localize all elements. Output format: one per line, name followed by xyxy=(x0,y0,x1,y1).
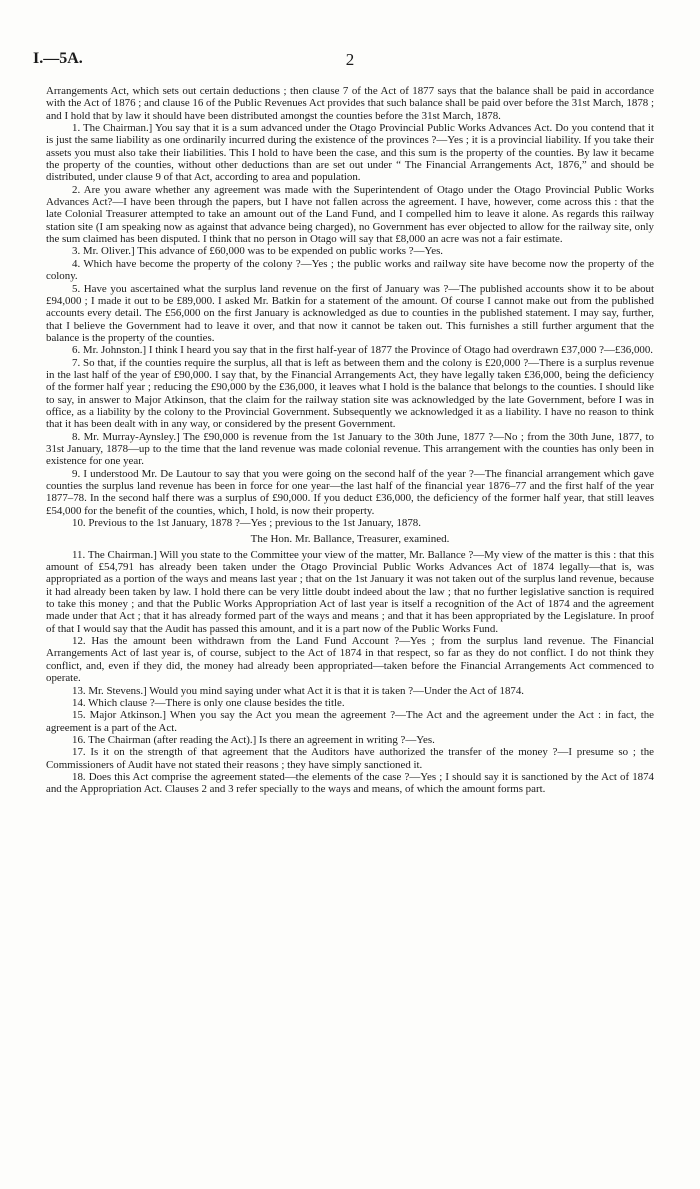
paragraph: 5. Have you ascertained what the surplus land revenue on the first of January was ?—The published accounts show it to be about £94,000 ; I made it out to be £89,000. I asked Mr. Batkin for a statement of the amount. Of course I cannot make out from the published accounts every detail. The £56,000 on the first January is acknowledged as due to counties in the published statement. I may say, further, that I believe the Government had to leave it over, and that now it cannot be taken out. This furnishes a still further argument that the balance is the property of the counties. xyxy=(46,282,654,344)
paragraph: 14. Which clause ?—There is only one clause besides the title. xyxy=(72,696,345,709)
paragraph: 11. The Chairman.] Will you state to the Committee your view of the matter, Mr. Ballance ?—My view of the matter is this : that this amount of £54,791 has already been taken under the Otago Provincial Public Works Advances Act of 1874 legally—that is, was appropriated as a portion of the ways and means last year ; that on the 1st January it was not taken out of the surplus land revenue, because it had already been taken by law. I hold there can be very little doubt indeed about the law ; that no further legislative sanction is required to take this money ; and that the Public Works Appropriation Act of last year is itself a recognition of the Act of 1874 and the agreement made under that Act ; that it has already formed part of the ways and means ; and that it has been appropriated by the Legislature. In proof of that I would say that the Audit has passed this amount, and it is a part now of the Public Works Fund. xyxy=(46,548,654,635)
paragraph: 7. So that, if the counties require the surplus, all that is left as between them and the colony is £20,000 ?—There is a surplus revenue in the last half of the year of £90,000. I say that, by the Financial Arrangements Act, they have legally taken £36,000, being the deficiency of the former half year ; reducing the £90,000 by the £36,000, it leaves what I hold is the balance that belongs to the counties. I should like to say, in answer to Major Atkinson, that the claim for the railway station site was acknowledged by the late Government, before I was in office, as a liability by the colony to the Provincial Government. Subsequently we acknowledged it as a liability. I have no reason to think that it has been dealt with in any way, or considered by the present Government. xyxy=(46,356,654,431)
paragraph: Arrangements Act, which sets out certain deductions ; then clause 7 of the Act of 1877 says that the balance shall be paid in accordance with the Act of 1876 ; and clause 16 of the Public Revenues Act provides that such balance shall be paid over before the 31st March, 1878 ; and I hold that by law it should have been distributed amongst the counties before the 31st March, 1878. xyxy=(46,85,654,122)
paragraph: 16. The Chairman (after reading the Act).] Is there an agreement in writing ?—Yes. xyxy=(72,733,435,746)
paragraph: 1. The Chairman.] You say that it is a sum advanced under the Otago Provincial Public Works Advances Act. Do you contend that it is just the same liability as one ordinarily incurred during the existence of the provinces ?—Yes ; it is a provincial liability. If you take their assets you must also take their liabilities. This I hold to have been the case, and this sum is the property of the counties. By law it became the property of the counties, without other deductions than are set out under “ The Financial Arrangements Act, 1876,” and should be distributed, under clause 9 of that Act, according to area and population. xyxy=(46,122,654,184)
paragraph: 4. Which have become the property of the colony ?—Yes ; the public works and railway site have become now the property of the colony. xyxy=(46,257,654,283)
section-title: The Hon. Mr. Ballance, Treasurer, examined. xyxy=(250,533,450,546)
paragraph: 3. Mr. Oliver.] This advance of £60,000 was to be expended on public works ?—Yes. xyxy=(72,245,444,258)
paragraph: 18. Does this Act comprise the agreement stated—the elements of the case ?—Yes ; I should say it is sanctioned by the Act of 1874 and the Appropriation Act. Clauses 2 and 3 refer specially to the ways and means, of which the amount forms part. xyxy=(46,770,654,796)
paragraph: 10. Previous to the 1st January, 1878 ?—Yes ; previous to the 1st January, 1878. xyxy=(72,517,421,530)
paragraph: 2. Are you aware whether any agreement was made with the Superintendent of Otago under the Otago Provincial Public Works Advances Act?—I have been through the papers, but I have not fallen across the agreement. I have, however, come across this : that the late Colonial Treasurer attempted to take an amount out of the Land Fund, and I compelled him to leave it alone. As regards this railway station site (I am speaking now as against that advance being charged), no Government has ever objected to allow for the railway site, only the sum claimed has been disputed. I think that no person in Otago will say that £8,000 an acre was not a fair estimate. xyxy=(46,183,654,246)
paragraph: 6. Mr. Johnston.] I think I heard you say that in the first half-year of 1877 the Province of Otago had overdrawn £37,000 ?—£36,000. xyxy=(72,344,654,357)
paragraph: 8. Mr. Murray-Aynsley.] The £90,000 is revenue from the 1st January to the 30th June, 1877 ?—No ; from the 30th June, 1877, to 31st January, 1878—up to the time that the land revenue was made colonial revenue. This arrangement with the counties has only been in existence for one year. xyxy=(46,430,654,468)
paragraph: 17. Is it on the strength of that agreement that the Auditors have authorized the transfer of the money ?—I presume so ; the Commissioners of Audit have not stated their reasons ; they have simply sanctioned it. xyxy=(46,746,654,771)
document-reference: I.—5A. xyxy=(33,50,83,67)
page-number: 2 xyxy=(345,50,355,69)
paragraph: 13. Mr. Stevens.] Would you mind saying under what Act it is that it is taken ?—Under the Act of 1874. xyxy=(72,684,525,697)
document-body xyxy=(46,85,654,796)
paragraph-group-2 xyxy=(46,549,654,796)
paragraph: 15. Major Atkinson.] When you say the Act you mean the agreement ?—The Act and the agreement under the Act : in fact, the agreement is a part of the Act. xyxy=(46,709,654,734)
paragraph-group-1 xyxy=(46,85,654,529)
paragraph: 9. I understood Mr. De Lautour to say that you were going on the second half of the year ?—The financial arrangement which gave counties the surplus land revenue has been in force for one year—the last half of the financial year 1876–77 and the first half of the year 1877–78. In the second half there was a surplus of £90,000. If you deduct £36,000, the deficiency of the former half year, that still leaves £54,000 for the benefit of the counties, which, I hold, is now their property. xyxy=(46,467,654,517)
paragraph: 12. Has the amount been withdrawn from the Land Fund Account ?—Yes ; from the surplus land revenue. The Financial Arrangements Act of last year is, of course, subject to the Act of 1874 in that respect, so far as they do not conflict. I do not think they conflict, and, even if they did, the money had already been appropriated—taken before the Financial Arrangements Act commenced to operate. xyxy=(46,635,654,685)
